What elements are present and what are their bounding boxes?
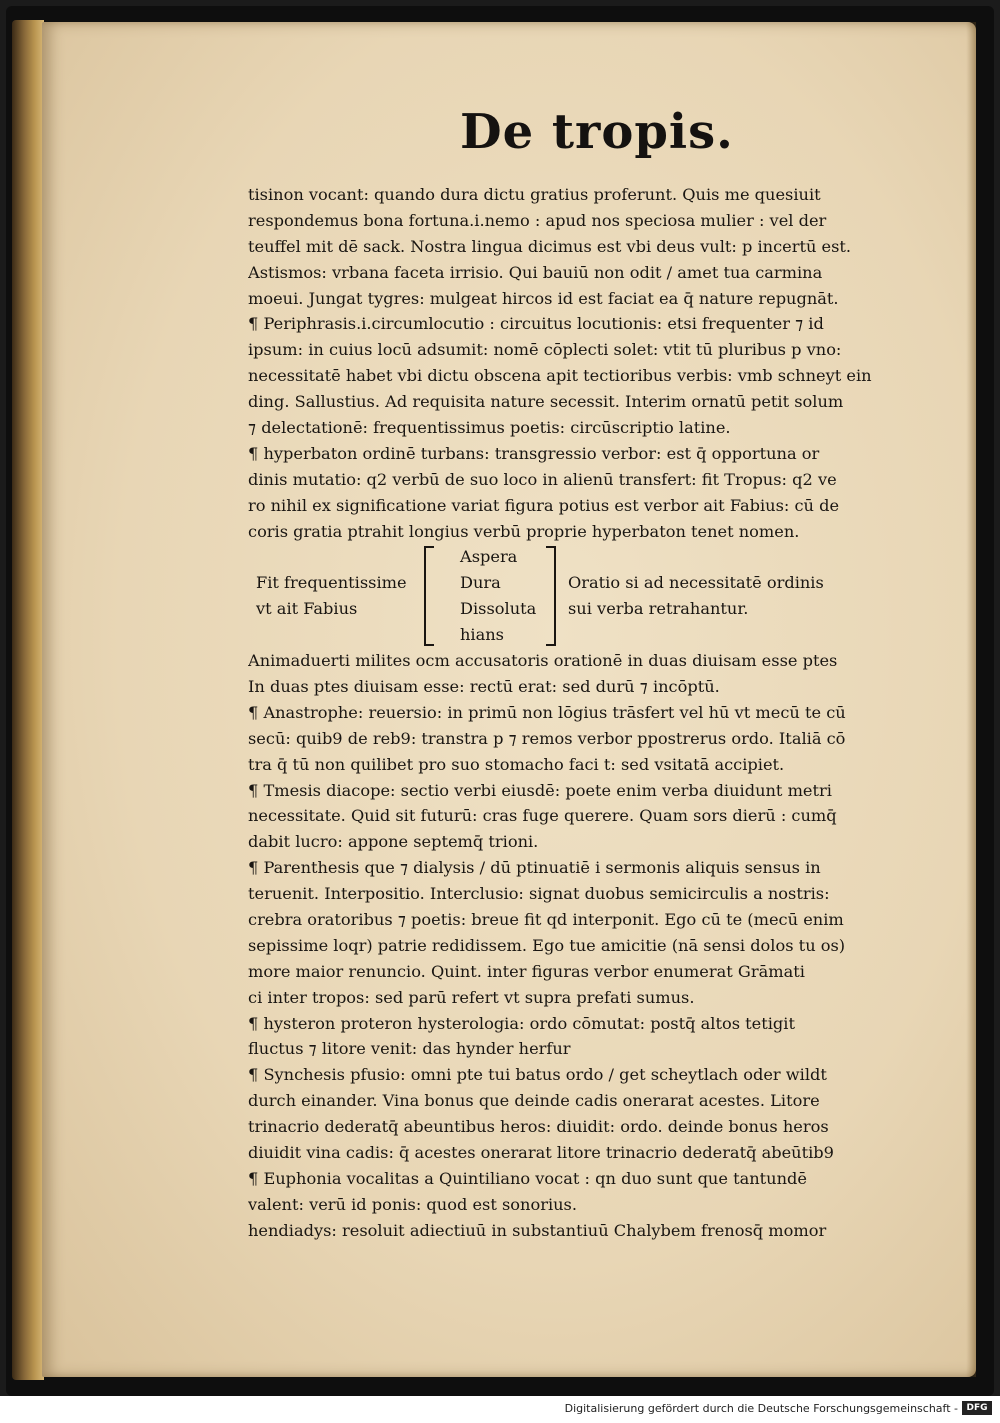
text-line: ding. Sallustius. Ad requisita nature secessit. Interim ornatū petit solum [248, 392, 844, 412]
book-page [42, 22, 976, 1377]
text-line: hendiadys: resoluit adiectiuū in substantiuū Chalybem frenosq̄ momor [248, 1220, 827, 1240]
table-cell: hians [460, 625, 504, 645]
text-line: trinacrio dederatq̄ abeuntibus heros: diuidit: ordo. deinde bonus heros [248, 1117, 829, 1137]
table-cell: Dura [460, 573, 501, 593]
text-line: ¶ Parenthesis que ⁊ dialysis / dū ptinuatiē i sermonis aliquis sensus in [248, 858, 821, 878]
text-line: ¶ Synchesis pfusio: omni pte tui batus ordo / get scheytlach oder wildt [248, 1065, 827, 1085]
table-cell: sui verba retrahantur. [568, 599, 749, 619]
text-line: ¶ Periphrasis.i.circumlocutio : circuitus locutionis: etsi frequenter ⁊ id [248, 314, 824, 334]
text-line: ¶ hysteron proteron hysterologia: ordo cōmutat: postq̄ altos tetigit [248, 1013, 795, 1033]
text-line: ro nihil ex significatione variat figura potius est verbor ait Fabius: cū de [248, 495, 840, 515]
text-line: valent: verū id ponis: quod est sonorius. [248, 1194, 578, 1214]
text-line: tisinon vocant: quando dura dictu gratius proferunt. Quis me quesiuit [248, 185, 821, 204]
table-row [248, 622, 968, 648]
text-line: necessitate. Quid sit futurū: cras fuge querere. Quam sors dierū : cumq̄ [248, 806, 837, 826]
text-line: moeui. Jungat tygres: mulgeat hircos id est faciat ea q̄ nature repugnāt. [248, 288, 839, 308]
text-line: crebra oratoribus ⁊ poetis: breue fit qd interponit. Ego cū te (mecū enim [248, 909, 844, 929]
funding-credit: Digitalisierung gefördert durch die Deutsche Forschungsgemeinschaft - [564, 1402, 958, 1415]
text-line: durch einander. Vina bonus que deinde cadis onerarat acestes. Litore [248, 1091, 820, 1111]
text-line: Astismos: vrbana faceta irrisio. Qui bauiū non odit / amet tua carmina [248, 262, 823, 282]
book-spine [12, 20, 44, 1380]
text-line: ¶ Tmesis diacope: sectio verbi eiusdē: poete enim verba diuidunt metri [248, 780, 832, 800]
text-line: more maior renuncio. Quint. inter figuras verbor enumerat Grāmati [248, 961, 805, 981]
table-cell: Oratio si ad necessitatē ordinis [568, 573, 824, 593]
text-line: teruenit. Interpositio. Interclusio: signat duobus semicirculis a nostris: [248, 884, 830, 904]
table-cell: Dissoluta [460, 599, 537, 619]
text-line: dinis mutatio: q2 verbū de suo loco in alienū transfert: fit Tropus: q2 ve [248, 469, 837, 489]
running-title: De tropis. [460, 104, 734, 160]
table-row [248, 544, 968, 570]
text-line: dabit lucro: appone septemq̄ trioni. [248, 832, 539, 852]
text-line: ¶ hyperbaton ordinē turbans: transgressio verbor: est q̄ opportuna or [248, 443, 820, 463]
table-cell: Aspera [460, 547, 518, 567]
text-line: tra q̄ tū non quilibet pro suo stomacho faci t: sed vsitatā accipiet. [248, 754, 785, 774]
text-line: Animaduerti milites ocm accusatoris orationē in duas diuisam esse ptes [248, 651, 838, 671]
text-line: respondemus bona fortuna.i.nemo : apud nos speciosa mulier : vel der [248, 210, 827, 230]
dfg-logo: DFG [962, 1401, 992, 1415]
text-line: ¶ Anastrophe: reuersio: in primū non lōgius trāsfert vel hū vt mecū te cū [248, 702, 846, 722]
text-line: coris gratia ptrahit longius verbū proprie hyperbaton tenet nomen. [248, 521, 800, 541]
table-cell: Fit frequentissime [256, 573, 407, 593]
text-line: ⁊ delectationē: frequentissimus poetis: circūscriptio latine. [248, 418, 731, 438]
text-line: teuffel mit dē sack. Nostra lingua dicimus est vbi deus vult: p incertū est. [248, 236, 852, 256]
table-row [248, 596, 968, 622]
table-row [248, 570, 968, 596]
text-line: necessitatē habet vbi dictu obscena apit tectioribus verbis: vmb schneyt ein [248, 366, 872, 386]
text-line: diuidit vina cadis: q̄ acestes onerarat litore trinacrio dederatq̄ abeūtib9 [248, 1142, 834, 1162]
bracket-table [248, 544, 968, 648]
footer-bar [0, 1396, 1000, 1423]
table-cell: vt ait Fabius [256, 599, 358, 619]
text-block [248, 182, 968, 1244]
text-line: In duas ptes diuisam esse: rectū erat: sed durū ⁊ incōptū. [248, 676, 720, 696]
text-line: secū: quib9 de reb9: transtra p ⁊ remos verbor ppostrerus ordo. Italiā cō [248, 728, 846, 748]
text-line: ci inter tropos: sed parū refert vt supra prefati sumus. [248, 987, 695, 1007]
text-line: ¶ Euphonia vocalitas a Quintiliano vocat : qn duo sunt que tantundē [248, 1168, 807, 1188]
text-line: sepissime loqr) patrie redidissem. Ego tue amicitie (nā sensi dolos tu os) [248, 935, 846, 955]
text-line: fluctus ⁊ litore venit: das hynder herfur [248, 1039, 571, 1059]
text-line: ipsum: in cuius locū adsumit: nomē cōplecti solet: vtit tū pluribus p vno: [248, 340, 842, 360]
